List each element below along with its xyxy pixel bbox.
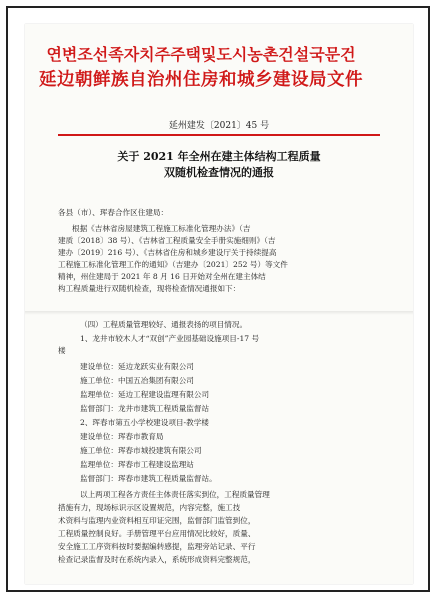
page-seam xyxy=(25,311,413,315)
project-1-supervisor: 监理单位：延边工程建设监理有限公司 xyxy=(80,390,210,399)
body-line: 建质〔2018〕38 号）、《吉林省工程质量安全手册实施细则》（吉 xyxy=(58,236,276,245)
addressee-line: 各县（市）、珲春合作区住建局： xyxy=(58,208,169,217)
summary-line: 以上两项工程各方责任主体责任落实到位，工程质量管理 xyxy=(80,490,270,499)
notice-title-line-1: 关于 2021 年全州在建主体结构工程质量 xyxy=(117,150,321,163)
summary-line: 工程质量控制良好。手册管理平台应用情况比较好，质量、 xyxy=(58,529,256,538)
project-2-supervisor: 监理单位：珲春市工程建设监理站 xyxy=(80,460,194,469)
body-line: 精神，州住建局于 2021 年 8 月 16 日开始对全州在建主体结 xyxy=(58,272,266,281)
summary-line: 安全施工工序资料按时要据编转感提，监理旁站记录、平行 xyxy=(58,542,256,551)
summary-line: 检查记录监督及时在系统内录入，系统形成资料完整规范， xyxy=(58,555,256,564)
project-1-name-cont: 楼 xyxy=(58,346,66,355)
body-line: 根据《吉林省房屋建筑工程施工标准化管理办法》（吉 xyxy=(72,224,251,233)
project-1-oversight: 监督部门：龙井市建筑工程质量监督站 xyxy=(80,404,210,413)
project-1-name: 1、龙井市较木人才“双创”产业园基础设施项目-17 号 xyxy=(80,334,260,343)
project-1-builder: 建设单位：延边龙跃实业有限公司 xyxy=(80,362,194,371)
header-chinese: 延边朝鲜族自治州住房和城乡建设局文件 xyxy=(39,70,363,90)
body-line: 建办〔2019〕216 号）、《吉林省住房和城乡建设厅关于持续提高 xyxy=(58,248,277,257)
notice-title-line-2: 双随机检查情况的通报 xyxy=(164,166,274,179)
document-number: 延州建发〔2021〕45 号 xyxy=(168,121,270,131)
project-2-oversight: 监督部门：珲春市建筑工程质量监督站。 xyxy=(80,474,217,483)
project-1-constructor: 施工单位：中国五冶集团有限公司 xyxy=(80,376,194,385)
document-page xyxy=(25,24,413,584)
header-korean: 연변조선족자치주주택및도시농촌건설국문건 xyxy=(46,45,356,64)
project-2-builder: 建设单位：珲春市教育局 xyxy=(80,432,164,441)
summary-line: 术资料与监理内业资料相互印证完围，监督部门监管到位， xyxy=(58,516,256,525)
section-heading: （四）工程质量管理较好、通报表扬的项目情况。 xyxy=(80,320,248,329)
project-2-constructor: 施工单位：珲春市城投建筑有限公司 xyxy=(80,446,202,455)
body-line: 工程施工标准化管理工作的通知》（吉建办〔2021〕252 号）等文件 xyxy=(58,260,288,269)
summary-line: 措施有力，现场标识示区设置规范，内容完整，施工技 xyxy=(58,503,241,512)
project-2-name: 2、珲春市第五小学校建设项目-教学楼 xyxy=(80,418,209,427)
red-divider-rule xyxy=(58,134,380,136)
body-line: 构工程质量进行双随机检查，现将检查情况通报如下： xyxy=(58,284,241,293)
